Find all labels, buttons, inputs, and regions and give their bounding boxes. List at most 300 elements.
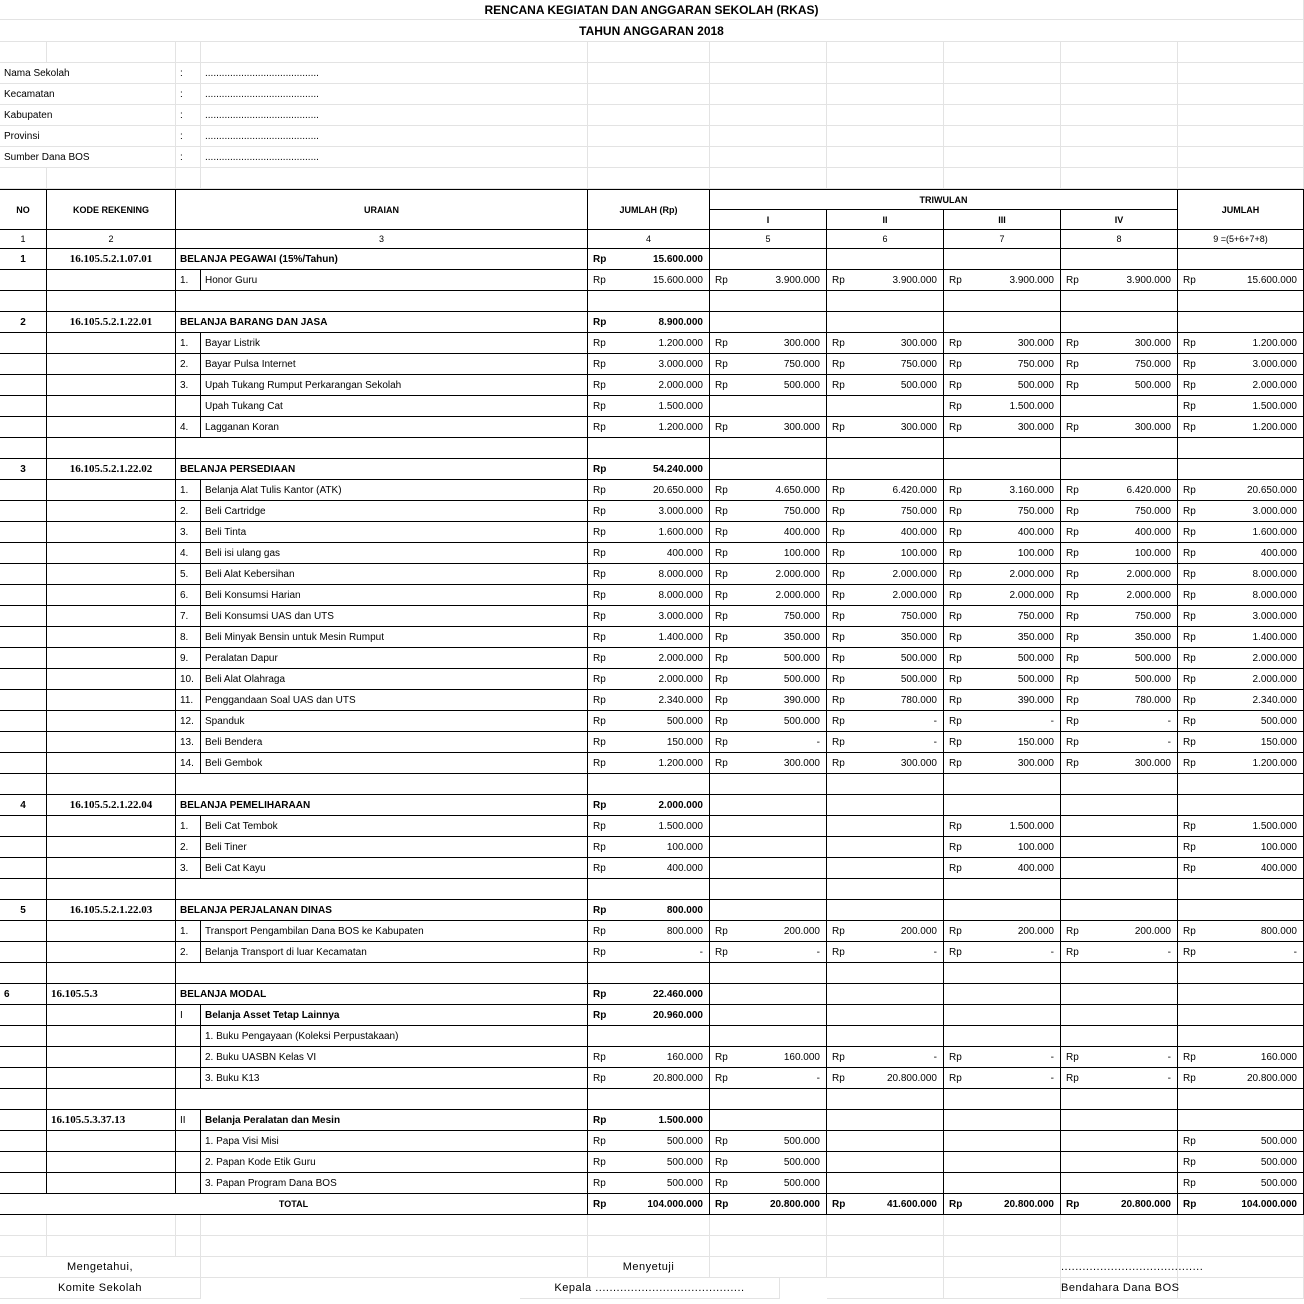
empty-cell[interactable] bbox=[944, 1005, 1061, 1026]
info-label[interactable]: Kecamatan bbox=[0, 84, 176, 105]
info-colon[interactable]: : bbox=[176, 84, 201, 105]
empty-cell[interactable] bbox=[827, 459, 944, 480]
empty-cell[interactable] bbox=[710, 168, 827, 189]
triwulan-1-amount[interactable] bbox=[710, 648, 827, 669]
triwulan-1-amount[interactable] bbox=[710, 522, 827, 543]
triwulan-2-amount[interactable] bbox=[827, 1047, 944, 1068]
item-number[interactable]: 8. bbox=[176, 627, 201, 648]
triwulan-3-amount[interactable] bbox=[944, 1047, 1061, 1068]
empty-cell[interactable] bbox=[710, 84, 827, 105]
triwulan-2-amount[interactable] bbox=[827, 522, 944, 543]
empty-cell[interactable] bbox=[0, 480, 47, 501]
empty-cell[interactable] bbox=[827, 105, 944, 126]
triwulan-1-amount[interactable] bbox=[710, 669, 827, 690]
total-triwulan-1[interactable] bbox=[710, 1194, 827, 1215]
item-name[interactable]: Beli Cat Kayu bbox=[201, 858, 588, 879]
triwulan-1-amount[interactable] bbox=[710, 690, 827, 711]
empty-cell[interactable] bbox=[176, 774, 588, 795]
empty-cell[interactable] bbox=[0, 732, 47, 753]
empty-cell[interactable] bbox=[827, 1005, 944, 1026]
empty-cell[interactable] bbox=[1061, 459, 1178, 480]
empty-cell[interactable] bbox=[1061, 984, 1178, 1005]
item-name[interactable]: Beli Tinta bbox=[201, 522, 588, 543]
triwulan-4-amount[interactable] bbox=[1061, 480, 1178, 501]
triwulan-1-amount[interactable] bbox=[710, 1026, 827, 1047]
item-amount[interactable] bbox=[588, 1131, 710, 1152]
empty-cell[interactable] bbox=[827, 900, 944, 921]
empty-cell[interactable] bbox=[176, 1173, 201, 1194]
empty-cell[interactable] bbox=[1178, 459, 1304, 480]
triwulan-2-amount[interactable] bbox=[827, 270, 944, 291]
column-number[interactable]: 6 bbox=[827, 230, 944, 249]
empty-cell[interactable] bbox=[176, 963, 588, 984]
triwulan-1-amount[interactable] bbox=[710, 858, 827, 879]
item-amount[interactable] bbox=[588, 543, 710, 564]
item-sum[interactable] bbox=[1178, 1131, 1304, 1152]
item-number[interactable]: 3. bbox=[176, 522, 201, 543]
empty-cell[interactable] bbox=[710, 42, 827, 63]
empty-cell[interactable] bbox=[588, 126, 710, 147]
empty-cell[interactable] bbox=[944, 1257, 1061, 1278]
item-amount[interactable] bbox=[588, 522, 710, 543]
column-number[interactable]: 9 =(5+6+7+8) bbox=[1178, 230, 1304, 249]
section-title[interactable]: BELANJA BARANG DAN JASA bbox=[176, 312, 588, 333]
empty-cell[interactable] bbox=[0, 375, 47, 396]
empty-cell[interactable] bbox=[1061, 879, 1178, 900]
empty-cell[interactable] bbox=[1061, 147, 1178, 168]
empty-cell[interactable] bbox=[710, 795, 827, 816]
triwulan-3-amount[interactable] bbox=[944, 543, 1061, 564]
empty-cell[interactable] bbox=[0, 354, 47, 375]
column-number[interactable]: 8 bbox=[1061, 230, 1178, 249]
triwulan-1-amount[interactable] bbox=[710, 585, 827, 606]
info-colon[interactable]: : bbox=[176, 105, 201, 126]
empty-cell[interactable] bbox=[944, 168, 1061, 189]
info-colon[interactable]: : bbox=[176, 63, 201, 84]
empty-cell[interactable] bbox=[944, 63, 1061, 84]
triwulan-1-amount[interactable] bbox=[710, 627, 827, 648]
empty-cell[interactable] bbox=[944, 1110, 1061, 1131]
empty-cell[interactable] bbox=[176, 1026, 201, 1047]
item-sum[interactable] bbox=[1178, 270, 1304, 291]
empty-cell[interactable] bbox=[47, 438, 176, 459]
empty-cell[interactable] bbox=[47, 1152, 176, 1173]
item-number[interactable]: 4. bbox=[176, 543, 201, 564]
empty-cell[interactable] bbox=[710, 774, 827, 795]
item-amount[interactable] bbox=[588, 417, 710, 438]
total-sum[interactable] bbox=[1178, 1194, 1304, 1215]
triwulan-4-amount[interactable] bbox=[1061, 270, 1178, 291]
empty-cell[interactable] bbox=[0, 543, 47, 564]
item-amount[interactable] bbox=[588, 648, 710, 669]
item-number[interactable]: 12. bbox=[176, 711, 201, 732]
item-amount[interactable] bbox=[588, 711, 710, 732]
triwulan-1-amount[interactable] bbox=[710, 1152, 827, 1173]
item-name[interactable]: Beli Minyak Bensin untuk Mesin Rumput bbox=[201, 627, 588, 648]
empty-cell[interactable] bbox=[1178, 438, 1304, 459]
total-amount[interactable] bbox=[588, 1194, 710, 1215]
empty-cell[interactable] bbox=[47, 690, 176, 711]
empty-cell[interactable] bbox=[1178, 42, 1304, 63]
section-number[interactable]: 3 bbox=[0, 459, 47, 480]
item-number[interactable]: 2. bbox=[176, 942, 201, 963]
empty-cell[interactable] bbox=[47, 1089, 176, 1110]
empty-cell[interactable] bbox=[710, 1257, 827, 1278]
empty-cell[interactable] bbox=[944, 312, 1061, 333]
item-amount[interactable] bbox=[588, 1026, 710, 1047]
empty-cell[interactable] bbox=[1178, 963, 1304, 984]
empty-cell[interactable] bbox=[1178, 795, 1304, 816]
item-name[interactable]: Beli Bendera bbox=[201, 732, 588, 753]
item-name[interactable]: Bayar Pulsa Internet bbox=[201, 354, 588, 375]
empty-cell[interactable] bbox=[827, 1089, 944, 1110]
empty-cell[interactable] bbox=[710, 879, 827, 900]
column-number[interactable]: 4 bbox=[588, 230, 710, 249]
section-kode-rekening[interactable]: 16.105.5.2.1.22.02 bbox=[47, 459, 176, 480]
item-name[interactable]: Belanja Transport di luar Kecamatan bbox=[201, 942, 588, 963]
empty-cell[interactable] bbox=[0, 942, 47, 963]
item-number[interactable]: 3. bbox=[176, 858, 201, 879]
triwulan-1-amount[interactable] bbox=[710, 1047, 827, 1068]
empty-cell[interactable] bbox=[710, 984, 827, 1005]
triwulan-4-amount[interactable] bbox=[1061, 1026, 1178, 1047]
empty-cell[interactable] bbox=[588, 147, 710, 168]
empty-cell[interactable] bbox=[710, 1089, 827, 1110]
item-sum[interactable] bbox=[1178, 921, 1304, 942]
section-total[interactable] bbox=[588, 312, 710, 333]
triwulan-1-amount[interactable] bbox=[710, 1068, 827, 1089]
section-total[interactable] bbox=[588, 459, 710, 480]
triwulan-2-amount[interactable] bbox=[827, 648, 944, 669]
item-number[interactable]: 13. bbox=[176, 732, 201, 753]
empty-cell[interactable] bbox=[1178, 1236, 1304, 1257]
empty-cell[interactable] bbox=[0, 1152, 47, 1173]
section-total[interactable] bbox=[588, 900, 710, 921]
empty-cell[interactable] bbox=[47, 1005, 176, 1026]
triwulan-3-amount[interactable] bbox=[944, 1068, 1061, 1089]
column-number[interactable]: 7 bbox=[944, 230, 1061, 249]
triwulan-3-amount[interactable] bbox=[944, 648, 1061, 669]
empty-cell[interactable] bbox=[944, 1236, 1061, 1257]
empty-cell[interactable] bbox=[588, 168, 710, 189]
empty-cell[interactable] bbox=[0, 1215, 47, 1236]
empty-cell[interactable] bbox=[1178, 1089, 1304, 1110]
triwulan-2-amount[interactable] bbox=[827, 543, 944, 564]
section-kode-rekening[interactable]: 16.105.5.2.1.22.03 bbox=[47, 900, 176, 921]
triwulan-3-amount[interactable] bbox=[944, 480, 1061, 501]
document-subtitle[interactable]: TAHUN ANGGARAN 2018 bbox=[0, 20, 1304, 42]
triwulan-2-amount[interactable] bbox=[827, 837, 944, 858]
empty-cell[interactable] bbox=[827, 1236, 944, 1257]
item-sum[interactable] bbox=[1178, 1173, 1304, 1194]
triwulan-4-amount[interactable] bbox=[1061, 942, 1178, 963]
empty-cell[interactable] bbox=[201, 42, 588, 63]
empty-cell[interactable] bbox=[827, 984, 944, 1005]
empty-cell[interactable] bbox=[588, 291, 710, 312]
empty-cell[interactable] bbox=[0, 333, 47, 354]
triwulan-3-amount[interactable] bbox=[944, 354, 1061, 375]
triwulan-4-amount[interactable] bbox=[1061, 1047, 1178, 1068]
empty-cell[interactable] bbox=[827, 42, 944, 63]
empty-cell[interactable] bbox=[944, 795, 1061, 816]
empty-cell[interactable] bbox=[1061, 84, 1178, 105]
empty-cell[interactable] bbox=[1061, 105, 1178, 126]
signature-kepala[interactable]: Kepala .......................................... bbox=[520, 1278, 780, 1299]
triwulan-3-amount[interactable] bbox=[944, 396, 1061, 417]
triwulan-1-amount[interactable] bbox=[710, 480, 827, 501]
section-kode-rekening[interactable]: 16.105.5.2.1.07.01 bbox=[47, 249, 176, 270]
empty-cell[interactable] bbox=[1061, 774, 1178, 795]
triwulan-3-amount[interactable] bbox=[944, 690, 1061, 711]
empty-cell[interactable] bbox=[710, 1215, 827, 1236]
empty-cell[interactable] bbox=[944, 774, 1061, 795]
triwulan-3-amount[interactable] bbox=[944, 669, 1061, 690]
empty-cell[interactable] bbox=[176, 1089, 588, 1110]
empty-cell[interactable] bbox=[827, 63, 944, 84]
triwulan-2-amount[interactable] bbox=[827, 417, 944, 438]
empty-cell[interactable] bbox=[944, 1278, 1061, 1299]
empty-cell[interactable] bbox=[1178, 1005, 1304, 1026]
empty-cell[interactable] bbox=[176, 438, 588, 459]
empty-cell[interactable] bbox=[1061, 1110, 1178, 1131]
empty-cell[interactable] bbox=[47, 270, 176, 291]
triwulan-4-amount[interactable] bbox=[1061, 585, 1178, 606]
info-label[interactable]: Nama Sekolah bbox=[0, 63, 176, 84]
subsection-total[interactable] bbox=[588, 1110, 710, 1131]
empty-cell[interactable] bbox=[0, 606, 47, 627]
info-colon[interactable]: : bbox=[176, 126, 201, 147]
item-sum[interactable] bbox=[1178, 1047, 1304, 1068]
triwulan-3-amount[interactable] bbox=[944, 753, 1061, 774]
empty-cell[interactable] bbox=[1061, 42, 1178, 63]
item-name[interactable]: Beli Cat Tembok bbox=[201, 816, 588, 837]
triwulan-2-amount[interactable] bbox=[827, 627, 944, 648]
item-amount[interactable] bbox=[588, 480, 710, 501]
empty-cell[interactable] bbox=[1061, 312, 1178, 333]
item-sum[interactable] bbox=[1178, 606, 1304, 627]
item-amount[interactable] bbox=[588, 690, 710, 711]
empty-cell[interactable] bbox=[944, 291, 1061, 312]
triwulan-3-amount[interactable] bbox=[944, 858, 1061, 879]
empty-cell[interactable] bbox=[827, 84, 944, 105]
triwulan-1-amount[interactable] bbox=[710, 753, 827, 774]
empty-cell[interactable] bbox=[827, 249, 944, 270]
empty-cell[interactable] bbox=[944, 42, 1061, 63]
empty-cell[interactable] bbox=[176, 879, 588, 900]
triwulan-3-amount[interactable] bbox=[944, 606, 1061, 627]
empty-cell[interactable] bbox=[827, 774, 944, 795]
empty-cell[interactable] bbox=[1178, 291, 1304, 312]
empty-cell[interactable] bbox=[1061, 63, 1178, 84]
empty-cell[interactable] bbox=[47, 522, 176, 543]
empty-cell[interactable] bbox=[588, 63, 710, 84]
item-sum[interactable] bbox=[1178, 837, 1304, 858]
triwulan-1-amount[interactable] bbox=[710, 732, 827, 753]
triwulan-4-amount[interactable] bbox=[1061, 606, 1178, 627]
triwulan-1-amount[interactable] bbox=[710, 1131, 827, 1152]
triwulan-4-amount[interactable] bbox=[1061, 690, 1178, 711]
section-kode-rekening[interactable]: 16.105.5.3 bbox=[47, 984, 176, 1005]
empty-cell[interactable] bbox=[588, 963, 710, 984]
item-name[interactable]: Transport Pengambilan Dana BOS ke Kabupaten bbox=[201, 921, 588, 942]
item-name[interactable]: 2. Papan Kode Etik Guru bbox=[201, 1152, 588, 1173]
column-number[interactable]: 5 bbox=[710, 230, 827, 249]
empty-cell[interactable] bbox=[47, 648, 176, 669]
empty-cell[interactable] bbox=[0, 1131, 47, 1152]
empty-cell[interactable] bbox=[944, 126, 1061, 147]
total-triwulan-2[interactable] bbox=[827, 1194, 944, 1215]
empty-cell[interactable] bbox=[710, 1236, 827, 1257]
item-amount[interactable] bbox=[588, 858, 710, 879]
item-sum[interactable] bbox=[1178, 501, 1304, 522]
item-amount[interactable] bbox=[588, 501, 710, 522]
triwulan-4-amount[interactable] bbox=[1061, 837, 1178, 858]
empty-cell[interactable] bbox=[47, 543, 176, 564]
empty-cell[interactable] bbox=[1061, 1131, 1178, 1152]
info-label[interactable]: Sumber Dana BOS bbox=[0, 147, 176, 168]
empty-cell[interactable] bbox=[710, 312, 827, 333]
section-total[interactable] bbox=[588, 795, 710, 816]
item-name[interactable]: Beli Konsumsi UAS dan UTS bbox=[201, 606, 588, 627]
triwulan-4-amount[interactable] bbox=[1061, 543, 1178, 564]
item-sum[interactable] bbox=[1178, 627, 1304, 648]
empty-cell[interactable] bbox=[1061, 438, 1178, 459]
column-number[interactable]: 1 bbox=[0, 230, 47, 249]
info-value-field[interactable]: ......................................... bbox=[201, 126, 588, 147]
signature-komite[interactable]: Komite Sekolah bbox=[0, 1278, 201, 1299]
empty-cell[interactable] bbox=[0, 270, 47, 291]
empty-cell[interactable] bbox=[47, 669, 176, 690]
empty-cell[interactable] bbox=[827, 1152, 944, 1173]
item-name[interactable]: Beli Tiner bbox=[201, 837, 588, 858]
section-kode-rekening[interactable]: 16.105.5.2.1.22.04 bbox=[47, 795, 176, 816]
triwulan-4-amount[interactable] bbox=[1061, 375, 1178, 396]
triwulan-4-amount[interactable] bbox=[1061, 333, 1178, 354]
item-sum[interactable] bbox=[1178, 732, 1304, 753]
empty-cell[interactable] bbox=[176, 1047, 201, 1068]
triwulan-3-amount[interactable] bbox=[944, 921, 1061, 942]
empty-cell[interactable] bbox=[47, 42, 176, 63]
empty-cell[interactable] bbox=[47, 375, 176, 396]
empty-cell[interactable] bbox=[0, 858, 47, 879]
triwulan-2-amount[interactable] bbox=[827, 501, 944, 522]
empty-cell[interactable] bbox=[47, 354, 176, 375]
item-sum[interactable] bbox=[1178, 669, 1304, 690]
item-number[interactable]: 3. bbox=[176, 375, 201, 396]
empty-cell[interactable] bbox=[0, 1173, 47, 1194]
empty-cell[interactable] bbox=[0, 753, 47, 774]
empty-cell[interactable] bbox=[1178, 126, 1304, 147]
triwulan-3-amount[interactable] bbox=[944, 417, 1061, 438]
empty-cell[interactable] bbox=[944, 147, 1061, 168]
item-number[interactable]: 9. bbox=[176, 648, 201, 669]
total-triwulan-3[interactable] bbox=[944, 1194, 1061, 1215]
document-title[interactable]: RENCANA KEGIATAN DAN ANGGARAN SEKOLAH (RKAS) bbox=[0, 0, 1304, 20]
triwulan-3-amount[interactable] bbox=[944, 1026, 1061, 1047]
empty-cell[interactable] bbox=[47, 711, 176, 732]
item-number[interactable]: 11. bbox=[176, 690, 201, 711]
item-amount[interactable] bbox=[588, 1152, 710, 1173]
triwulan-2-amount[interactable] bbox=[827, 816, 944, 837]
section-title[interactable]: BELANJA PEGAWAI (15%/Tahun) bbox=[176, 249, 588, 270]
info-colon[interactable]: : bbox=[176, 147, 201, 168]
triwulan-4-amount[interactable] bbox=[1061, 627, 1178, 648]
empty-cell[interactable] bbox=[588, 438, 710, 459]
empty-cell[interactable] bbox=[588, 1236, 710, 1257]
empty-cell[interactable] bbox=[47, 753, 176, 774]
triwulan-1-amount[interactable] bbox=[710, 606, 827, 627]
empty-cell[interactable] bbox=[47, 1068, 176, 1089]
section-number[interactable]: 2 bbox=[0, 312, 47, 333]
subsection-total[interactable] bbox=[588, 1005, 710, 1026]
column-number[interactable]: 2 bbox=[47, 230, 176, 249]
empty-cell[interactable] bbox=[0, 438, 47, 459]
triwulan-1-amount[interactable] bbox=[710, 816, 827, 837]
empty-cell[interactable] bbox=[710, 147, 827, 168]
item-number[interactable]: 2. bbox=[176, 354, 201, 375]
empty-cell[interactable] bbox=[0, 564, 47, 585]
empty-cell[interactable] bbox=[47, 396, 176, 417]
info-value-field[interactable]: ......................................... bbox=[201, 63, 588, 84]
info-value-field[interactable]: ......................................... bbox=[201, 84, 588, 105]
triwulan-3-amount[interactable] bbox=[944, 270, 1061, 291]
triwulan-1-amount[interactable] bbox=[710, 921, 827, 942]
empty-cell[interactable] bbox=[0, 396, 47, 417]
section-title[interactable]: BELANJA PERSEDIAAN bbox=[176, 459, 588, 480]
empty-cell[interactable] bbox=[588, 774, 710, 795]
empty-cell[interactable] bbox=[47, 1173, 176, 1194]
empty-cell[interactable] bbox=[0, 963, 47, 984]
empty-cell[interactable] bbox=[0, 291, 47, 312]
empty-cell[interactable] bbox=[47, 1131, 176, 1152]
item-number[interactable]: 4. bbox=[176, 417, 201, 438]
empty-cell[interactable] bbox=[0, 690, 47, 711]
item-sum[interactable] bbox=[1178, 711, 1304, 732]
item-name[interactable]: 3. Buku K13 bbox=[201, 1068, 588, 1089]
empty-cell[interactable] bbox=[710, 900, 827, 921]
item-name[interactable]: 3. Papan Program Dana BOS bbox=[201, 1173, 588, 1194]
triwulan-4-amount[interactable] bbox=[1061, 753, 1178, 774]
item-name[interactable]: Penggandaan Soal UAS dan UTS bbox=[201, 690, 588, 711]
triwulan-4-amount[interactable] bbox=[1061, 732, 1178, 753]
empty-cell[interactable] bbox=[710, 1110, 827, 1131]
item-amount[interactable] bbox=[588, 270, 710, 291]
item-amount[interactable] bbox=[588, 606, 710, 627]
triwulan-3-amount[interactable] bbox=[944, 564, 1061, 585]
triwulan-2-amount[interactable] bbox=[827, 942, 944, 963]
item-sum[interactable] bbox=[1178, 522, 1304, 543]
empty-cell[interactable] bbox=[588, 1089, 710, 1110]
empty-cell[interactable] bbox=[0, 1005, 47, 1026]
empty-cell[interactable] bbox=[1061, 1236, 1178, 1257]
empty-cell[interactable] bbox=[47, 1236, 176, 1257]
item-sum[interactable] bbox=[1178, 1026, 1304, 1047]
empty-cell[interactable] bbox=[710, 438, 827, 459]
triwulan-2-amount[interactable] bbox=[827, 333, 944, 354]
triwulan-2-amount[interactable] bbox=[827, 480, 944, 501]
empty-cell[interactable] bbox=[1178, 1257, 1304, 1278]
empty-cell[interactable] bbox=[1178, 879, 1304, 900]
empty-cell[interactable] bbox=[47, 1215, 176, 1236]
item-name[interactable]: 1. Buku Pengayaan (Koleksi Perpustakaan) bbox=[201, 1026, 588, 1047]
info-label[interactable]: Kabupaten bbox=[0, 105, 176, 126]
triwulan-1-amount[interactable] bbox=[710, 543, 827, 564]
empty-cell[interactable] bbox=[710, 63, 827, 84]
info-label[interactable]: Provinsi bbox=[0, 126, 176, 147]
item-amount[interactable] bbox=[588, 585, 710, 606]
triwulan-1-amount[interactable] bbox=[710, 501, 827, 522]
empty-cell[interactable] bbox=[944, 1215, 1061, 1236]
